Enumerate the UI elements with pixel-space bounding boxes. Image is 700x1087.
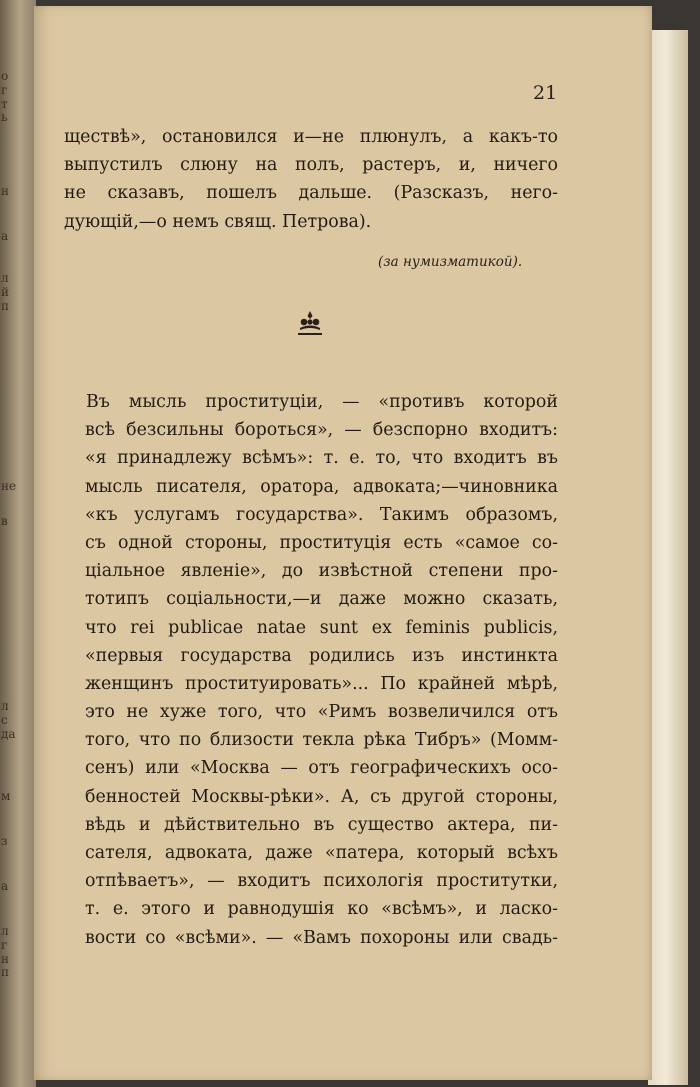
margin-fragment: а xyxy=(1,230,9,243)
text-line: сенъ) или «Москва — отъ географическихъ осо- xyxy=(85,758,558,779)
margin-fragment: з xyxy=(1,835,8,848)
text-line: дующій,—о немъ свящ. Петрова). xyxy=(64,211,372,232)
text-line: женщинъ проституировать»... По крайней мѣрѣ, xyxy=(85,673,558,694)
page-edge-stack xyxy=(648,30,688,1085)
text-line: «первыя государства родились изъ инстинкта xyxy=(85,645,558,666)
text-line: вѣдь и дѣйствительно въ существо актера, пи- xyxy=(85,814,558,835)
margin-fragment: м xyxy=(1,790,11,803)
text-line: вости со «всѣми». — «Вамъ похороны или свадь- xyxy=(85,927,558,948)
text-line: это не хуже того, что «Римъ возвеличился отъ xyxy=(85,702,558,723)
book-page xyxy=(34,6,652,1080)
margin-fragment: не xyxy=(1,480,17,493)
text-line: ществѣ», остановился и—не плюнулъ, а какъ-то xyxy=(64,127,558,147)
margin-fragment: л с да xyxy=(1,700,16,741)
text-line: мысль писателя, оратора, адвоката;—чиновника xyxy=(85,476,558,497)
adjacent-page-strip xyxy=(0,0,36,1087)
text-line: всѣ безсильны бороться», — безспорно входитъ: xyxy=(85,420,558,441)
text-line: того, что по близости текла рѣка Тибръ» (Момм- xyxy=(85,730,558,751)
margin-fragment: в xyxy=(1,515,8,528)
margin-fragment: а xyxy=(1,880,9,893)
text-line: т. е. этого и равнодушія ко «всѣмъ», и ласко- xyxy=(85,899,558,920)
text-line: бенностей Москвы-рѣки». А, съ другой стороны, xyxy=(85,786,558,807)
page-number: 21 xyxy=(533,82,558,104)
text-line: тотипъ соціальности,—и даже можно сказать, xyxy=(85,589,558,610)
margin-fragment: л й п xyxy=(1,272,9,313)
margin-fragment: н xyxy=(1,185,9,198)
fleuron-ornament-icon xyxy=(296,310,324,336)
text-line: что rei publicae natae sunt ex feminis publicis, xyxy=(85,617,558,638)
paragraph-continuation xyxy=(64,123,558,236)
margin-fragment: о г т ь xyxy=(1,70,9,125)
margin-fragment: л г н п xyxy=(1,925,9,980)
text-line: «къ услугамъ государства». Такимъ образомъ, xyxy=(85,504,558,525)
text-line: отпѣваетъ», — входитъ психологія проститутки, xyxy=(85,871,558,892)
text-line: съ одной стороны, проституція есть «самое со- xyxy=(85,532,558,553)
attribution-note: (за нумизматикой). xyxy=(378,254,523,270)
text-line: не сказавъ, пошелъ дальше. (Разсказъ, него- xyxy=(64,183,558,204)
text-line: Въ мысль проституціи, — «противъ которой xyxy=(86,392,558,412)
text-line: сателя, адвоката, даже «патера, который всѣхъ xyxy=(85,843,558,863)
text-line: ціальное явленіе», до извѣстной степени про- xyxy=(85,561,558,582)
main-paragraph xyxy=(85,388,558,952)
text-line: «я принадлежу всѣмъ»: т. е. то, что входитъ въ xyxy=(85,448,558,469)
text-line: выпустилъ слюну на полъ, растеръ, и, ничего xyxy=(64,155,558,176)
